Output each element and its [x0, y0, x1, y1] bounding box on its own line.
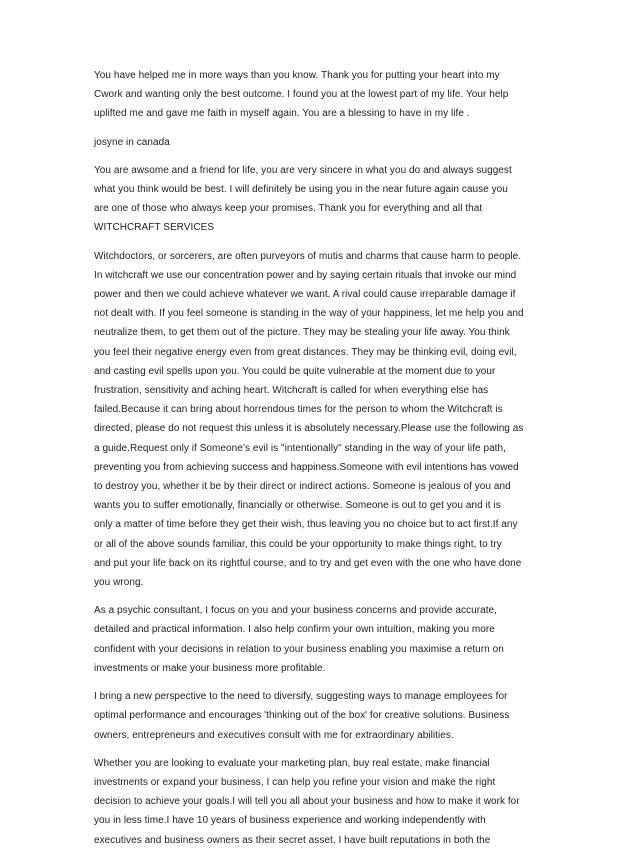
text-line: Cwork and wanting only the best outcome. I found you at the lowest part of my life. Your help: [94, 89, 509, 101]
testimonial-signature: [94, 133, 548, 152]
text-line: what you think would be best. I will definitely be using you in the near future again cause you: [94, 184, 508, 196]
text-line: I bring a new perspective to the need to diversify, suggesting ways to manage employees for: [94, 691, 508, 703]
business-paragraph: [94, 754, 548, 850]
text-line: wants you to suffer emotionally, financially or otherwise. Someone is out to get you and it is: [94, 500, 501, 512]
text-line: you in less time.I have 10 years of business experience and working independently with: [94, 815, 486, 827]
text-line: You have helped me in more ways than you know. Thank you for putting your heart into my: [94, 70, 500, 81]
text-line: WITCHCRAFT SERVICES: [94, 222, 215, 234]
text-line: optimal performance and encourages 'thinking out of the box' for creative solutions. Business: [94, 710, 510, 722]
text-line: and casting evil spells upon you. You could be quite vulnerable at the moment due to your: [94, 365, 496, 377]
text-line: power and then we could achieve whatever we want. A rival could cause irreparable damage if: [94, 289, 516, 301]
document-body: [94, 66, 548, 859]
witchcraft-paragraph: [94, 247, 548, 593]
testimonial-paragraph: [94, 161, 548, 238]
text-line: and put your life back on its rightful course, and to try and get even with the one who have done: [94, 557, 522, 569]
text-line: you wrong.: [94, 577, 144, 589]
text-line: neutralize them, to get them out of the picture. They may be stealing your life away. You think: [94, 327, 510, 339]
text-line: frustration, sensitivity and aching heart. Witchcraft is called for when everything else has: [94, 385, 489, 397]
text-line: owners, entrepreneurs and executives consult with me for extraordinary abilities.: [94, 729, 454, 741]
consultant-paragraph: [94, 601, 548, 678]
text-line: confident with your decisions in relation to your business enabling you maximise a return on: [94, 643, 504, 655]
text-line: investments or expand your business, I can help you refine your vision and make the right: [94, 776, 496, 788]
text-line: not dealt with. If you feel someone is standing in the way of your happiness, let me help you and: [94, 308, 524, 320]
text-line: josyne in canada: [94, 136, 170, 148]
text-line: to destroy you, whether it be by their direct or indirect actions. Someone is jealous of you and: [94, 481, 511, 493]
text-line: only a matter of time before they get their wish, thus leaving you no choice but to act first.If any: [94, 519, 518, 531]
text-line: Witchdoctors, or sorcerers, are often purveyors of mutis and charms that cause harm to people.: [94, 250, 522, 262]
text-line: you feel their negative energy even from great distances. They may be thinking evil, doing evil,: [94, 346, 517, 358]
text-line: decision to achieve your goals.I will tell you all about your business and how to make it work for: [94, 796, 520, 808]
text-line: executives and business owners as their secret asset. I have built reputations in both the: [94, 834, 491, 846]
text-line: Whether you are looking to evaluate your marketing plan, buy real estate, make financial: [94, 757, 490, 769]
text-line: a guide.Request only if Someone’s evil is "intentionally" standing in the way of your life path,: [94, 442, 506, 454]
perspective-paragraph: [94, 687, 548, 745]
text-line: As a psychic consultant, I focus on you and your business concerns and provide accurate,: [94, 605, 497, 617]
text-line: You are awsome and a friend for life, you are very sincere in what you do and always suggest: [94, 164, 512, 176]
text-line: investments or make your business more profitable.: [94, 662, 326, 674]
text-line: are one of those who always keep your promises. Thank you for everything and all that: [94, 203, 483, 215]
text-line: failed.Because it can bring about horrendous times for the person to whom the Witchcraft is: [94, 404, 503, 416]
text-line: directed, please do not request this unless it is absolutely necessary.Please use the following as: [94, 423, 524, 435]
text-line: or all of the above sounds familiar, this could be your opportunity to make things right, to try: [94, 538, 502, 550]
text-line: preventing you from achieving success and happiness.Someone with evil intentions has vowed: [94, 461, 519, 473]
text-line: uplifted me and gave me faith in myself again. You are a blessing to have in my life .: [94, 108, 470, 120]
text-line: In witchcraft we use our concentration power and by saying certain rituals that invoke our mind: [94, 269, 517, 281]
testimonial-paragraph: [94, 66, 548, 124]
text-line: detailed and practical information. I also help confirm your own intuition, making you more: [94, 624, 495, 636]
